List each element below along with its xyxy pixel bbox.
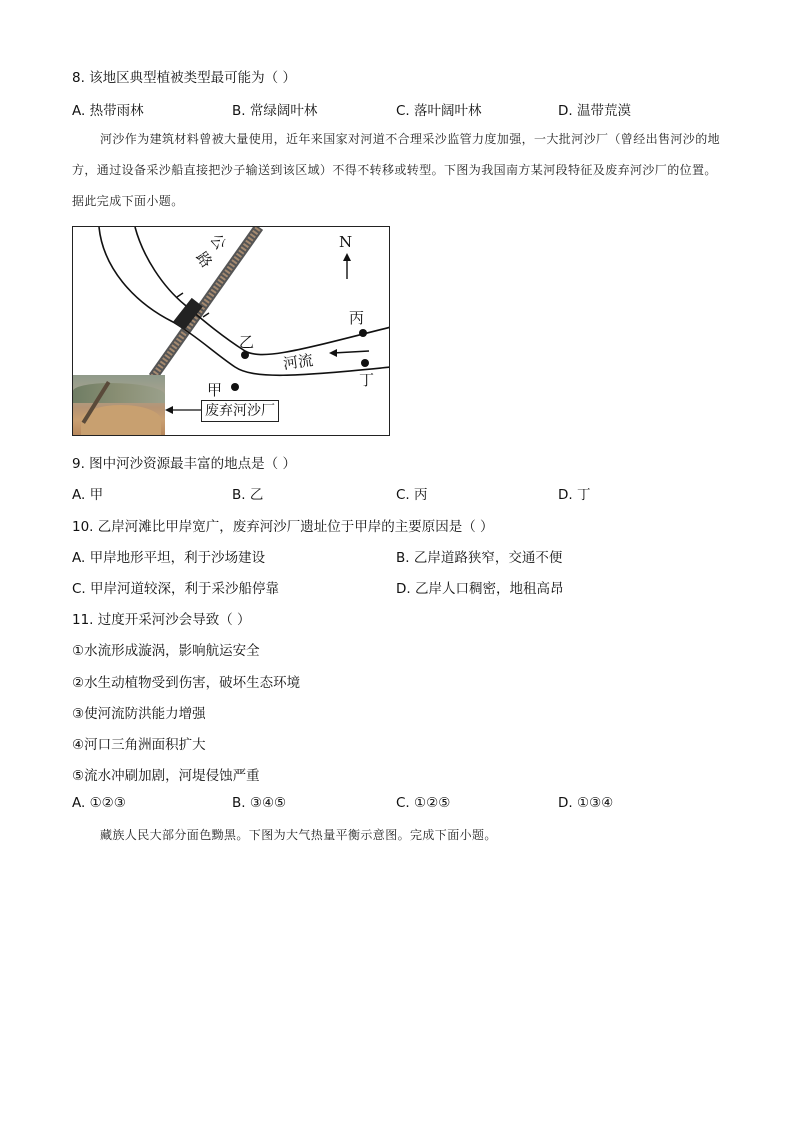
flow-arrow-icon [333,351,369,353]
point-jia-label: 甲 [207,381,223,399]
q11-option-c: C. ①②⑤ [396,795,451,811]
point-yi-dot [241,351,249,359]
q10-option-b: B. 乙岸道路狭窄，交通不便 [396,550,563,566]
q8-option-a: A. 热带雨林 [72,103,144,119]
river-map-figure [72,226,390,436]
q10-option-a: A. 甲岸地形平坦，利于沙场建设 [72,550,266,566]
q9-option-b: B. 乙 [232,487,264,503]
q8-option-c: C. 落叶阔叶林 [396,103,482,119]
next-passage-text: 藏族人民大部分面色黝黑。下图为大气热量平衡示意图。完成下面小题。 [100,828,497,842]
q11-option-b: B. ③④⑤ [232,795,287,811]
q11-item-5: ⑤流水冲刷加剧，河堤侵蚀严重 [72,768,260,784]
point-jia-dot [231,383,239,391]
point-ding-label: 丁 [359,371,375,389]
q10-option-d: D. 乙岸人口稠密，地租高昂 [396,581,564,597]
q11-option-a: A. ①②③ [72,795,126,811]
sand-factory-photo [73,375,165,435]
q11-item-4: ④河口三角洲面积扩大 [72,737,206,753]
q11-item-2: ②水生动植物受到伤害，破坏生态环境 [72,675,301,691]
point-yi-label: 乙 [239,333,255,351]
river-label: 河流 [281,350,315,373]
q8-stem: 8. 该地区典型植被类型最可能为（ ） [72,70,296,86]
q10-option-c: C. 甲岸河道较深，利于采沙船停靠 [72,581,280,597]
q10-stem: 10. 乙岸河滩比甲岸宽广，废弃河沙厂遗址位于甲岸的主要原因是（ ） [72,519,494,535]
q11-item-3: ③使河流防洪能力增强 [72,706,206,722]
q8-option-b: B. 常绿阔叶林 [232,103,318,119]
q11-option-d: D. ①③④ [558,795,614,811]
q9-stem: 9. 图中河沙资源最丰富的地点是（ ） [72,456,296,472]
q8-option-d: D. 温带荒漠 [558,103,631,119]
q9-option-d: D. 丁 [558,487,591,503]
point-bing-dot [359,329,367,337]
q11-stem: 11. 过度开采河沙会导致（ ） [72,612,251,628]
north-label: N [339,233,353,251]
point-ding-dot [361,359,369,367]
point-bing-label: 丙 [349,309,365,327]
q9-option-c: C. 丙 [396,487,428,503]
passage-text: 河沙作为建筑材料曾被大量使用，近年来国家对河道不合理采沙监管力度加强，一大批河沙厂（曾经出售河沙的地方，通过设备采沙船直接把沙子输送到该区域）不得不转移或转型。下图为我国南方某河段特征及废弃河沙厂的位置。据此完成下面小题。 [72,132,721,208]
q9-option-a: A. 甲 [72,487,104,503]
q11-item-1: ①水流形成漩涡，影响航运安全 [72,643,260,659]
road-label-2: 路 [192,248,216,272]
abandoned-sand-factory-callout: 废弃河沙厂 [201,400,279,422]
road-label-1: 公 [206,230,230,254]
